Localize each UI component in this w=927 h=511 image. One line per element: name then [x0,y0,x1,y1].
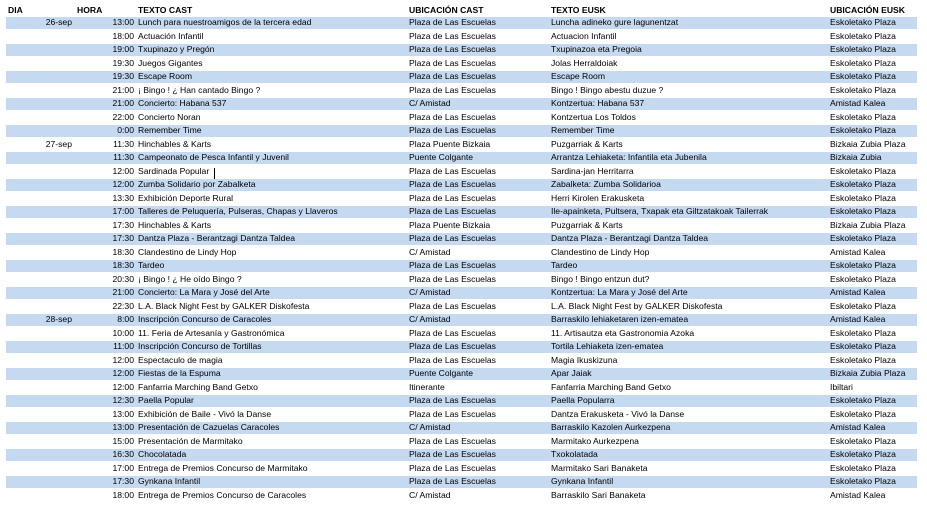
cell-hora[interactable]: 19:30 [112,71,134,81]
cell-hora[interactable]: 17:30 [112,219,134,230]
cell-texto-eusk[interactable]: Bingo ! Bingo entzun dut? [551,273,650,284]
header-texto-eusk[interactable]: TEXTO EUSK [551,5,606,15]
cell-ubicacion-eusk[interactable]: Eskoletako Plaza [830,179,896,189]
cell-ubicacion-eusk[interactable]: Ibiltari [830,381,853,392]
cell-ubicacion-cast[interactable]: Plaza de Las Escuelas [409,435,496,446]
cell-hora[interactable]: 13:00 [112,408,134,419]
cell-hora[interactable]: 12:00 [112,165,134,176]
cell-hora[interactable]: 11:30 [113,152,134,162]
cell-texto-cast[interactable]: Escape Room [138,71,192,81]
table-row [0,448,927,462]
cell-ubicacion-eusk[interactable]: Amistad Kalea [830,287,886,297]
table-row [0,489,927,503]
cell-hora[interactable]: 8:00 [117,314,134,324]
cell-ubicacion-cast[interactable]: Plaza de Las Escuelas [409,125,496,135]
cell-ubicacion-eusk[interactable]: Eskoletako Plaza [830,17,896,27]
cell-ubicacion-cast[interactable]: Plaza de Las Escuelas [409,408,496,419]
cell-hora[interactable]: 18:30 [112,260,134,270]
cell-hora[interactable]: 18:00 [112,489,134,500]
cell-hora[interactable]: 19:30 [112,57,134,68]
cell-texto-eusk[interactable]: Actuacion Infantil [551,30,617,41]
cell-texto-cast[interactable]: Espectaculo de magia [138,354,223,365]
cell-texto-eusk[interactable]: Remember Time [551,125,615,135]
cell-ubicacion-eusk[interactable]: Eskoletako Plaza [830,71,896,81]
cell-texto-eusk[interactable]: Herri Kirolen Erakusketa [551,192,645,203]
cell-ubicacion-eusk[interactable]: Eskoletako Plaza [830,30,896,41]
cell-ubicacion-eusk[interactable]: Amistad Kalea [830,314,886,324]
cell-ubicacion-cast[interactable]: C/ Amistad [409,489,451,500]
cell-ubicacion-cast[interactable]: Plaza de Las Escuelas [409,17,496,27]
cell-ubicacion-cast[interactable]: Plaza de Las Escuelas [409,233,496,243]
cell-hora[interactable]: 18:30 [112,246,134,257]
cell-ubicacion-cast[interactable]: Plaza de Las Escuelas [409,111,496,122]
table-row [0,84,927,98]
cell-texto-eusk[interactable]: Jolas Herraldoiak [551,57,618,68]
cell-ubicacion-eusk[interactable]: Eskoletako Plaza [830,462,896,473]
cell-texto-cast[interactable]: Remember Time [138,125,202,135]
cell-ubicacion-eusk[interactable]: Bizkaia Zubia [830,152,882,162]
table-row [0,259,927,273]
cell-ubicacion-cast[interactable]: C/ Amistad [409,422,451,432]
cell-texto-eusk[interactable]: Barraskilo lehiaketaren izen-ematea [551,314,689,324]
cell-ubicacion-eusk[interactable]: Amistad Kalea [830,246,886,257]
cell-ubicacion-eusk[interactable]: Eskoletako Plaza [830,192,896,203]
cell-ubicacion-eusk[interactable]: Eskoletako Plaza [830,327,896,338]
cell-texto-cast[interactable]: Juegos Gigantes [138,57,203,68]
cell-texto-eusk[interactable]: 11. Artisautza eta Gastronomia Azoka [551,327,695,338]
cell-ubicacion-cast[interactable]: Plaza de Las Escuelas [409,30,496,41]
table-row [0,300,927,314]
cell-texto-cast[interactable]: Exhibición de Baile - Vivó la Danse [138,408,272,419]
cell-ubicacion-eusk[interactable]: Bizkaia Zubia Plaza [830,138,906,149]
cell-texto-eusk[interactable]: Kontzertua: Habana 537 [551,98,645,108]
data-rows [0,16,927,502]
cell-hora[interactable]: 12:00 [112,354,134,365]
cell-texto-eusk[interactable]: Dantza Plaza - Berantzagi Dantza Taldea [551,233,709,243]
cell-ubicacion-eusk[interactable]: Eskoletako Plaza [830,44,896,54]
cell-ubicacion-cast[interactable]: C/ Amistad [409,314,451,324]
cell-ubicacion-cast[interactable]: Plaza de Las Escuelas [409,71,496,81]
table-row [0,367,927,381]
cell-ubicacion-cast[interactable]: Plaza de Las Escuelas [409,57,496,68]
cell-texto-eusk[interactable]: Bingo ! Bingo abestu duzue ? [551,84,664,95]
cell-texto-eusk[interactable]: Kontzertua Los Toldos [551,111,636,122]
cell-hora[interactable]: 12:00 [112,368,134,378]
cell-ubicacion-cast[interactable]: C/ Amistad [409,246,451,257]
cell-texto-cast[interactable]: Concierto: La Mara y José del Arte [138,287,270,297]
cell-texto-cast[interactable]: Zumba Solidario por Zabalketa [138,179,256,189]
cell-hora[interactable]: 13:30 [112,192,134,203]
cell-ubicacion-eusk[interactable]: Eskoletako Plaza [830,233,896,243]
cell-texto-eusk[interactable]: Barraskilo Sari Banaketa [551,489,646,500]
cell-ubicacion-eusk[interactable]: Bizkaia Zubia Plaza [830,219,906,230]
cell-ubicacion-eusk[interactable]: Eskoletako Plaza [830,260,896,270]
cell-texto-cast[interactable]: Fanfarria Marching Band Getxo [138,381,258,392]
cell-ubicacion-eusk[interactable]: Amistad Kalea [830,98,886,108]
cell-dia[interactable]: 26-sep [45,17,72,27]
cell-texto-cast[interactable]: Presentación de Cazuelas Caracoles [138,422,280,432]
cell-ubicacion-eusk[interactable]: Eskoletako Plaza [830,84,896,95]
table-row [0,408,927,422]
cell-ubicacion-cast[interactable]: Plaza de Las Escuelas [409,165,496,176]
cell-hora[interactable]: 15:00 [112,435,134,446]
cell-texto-eusk[interactable]: Tardeo [551,260,578,270]
cell-hora[interactable]: 22:30 [112,300,134,311]
cell-ubicacion-eusk[interactable]: Amistad Kalea [830,489,886,500]
cell-texto-cast[interactable]: Clandestino de Lindy Hop [138,246,237,257]
table-row [0,43,927,57]
cell-hora[interactable]: 13:00 [112,17,134,27]
cell-dia[interactable]: 28-sep [45,314,72,324]
cell-texto-cast[interactable]: Dantza Plaza - Berantzagi Dantza Taldea [138,233,296,243]
table-row [0,232,927,246]
cell-ubicacion-eusk[interactable]: Eskoletako Plaza [830,395,896,405]
cell-hora[interactable]: 20:30 [112,273,134,284]
cell-texto-cast[interactable]: Hinchables & Karts [138,138,212,149]
cell-texto-eusk[interactable]: Magia Ikuskizuna [551,354,618,365]
cell-texto-eusk[interactable]: Dantza Erakusketa - Vivó la Danse [551,408,685,419]
table-row [0,138,927,152]
table-row [0,273,927,287]
cell-texto-cast[interactable]: Concierto Noran [138,111,201,122]
cell-texto-cast[interactable]: Campeonato de Pesca Infantil y Juvenil [138,152,289,162]
cell-texto-cast[interactable]: Hinchables & Karts [138,219,212,230]
cell-texto-cast[interactable]: Lunch para nuestroamigos de la tercera edad [138,17,312,27]
cell-hora[interactable]: 17:00 [112,206,134,216]
cell-ubicacion-eusk[interactable]: Eskoletako Plaza [830,354,896,365]
cell-ubicacion-eusk[interactable]: Eskoletako Plaza [830,165,896,176]
cell-hora[interactable]: 18:00 [112,30,134,41]
cell-texto-eusk[interactable]: Txokolatada [551,449,598,459]
table-row [0,246,927,260]
table-row [0,57,927,71]
table-row [0,219,927,233]
cell-hora[interactable]: 16:30 [112,449,134,459]
table-row [0,421,927,435]
cell-ubicacion-eusk[interactable]: Eskoletako Plaza [830,341,896,351]
cell-ubicacion-cast[interactable]: Plaza de Las Escuelas [409,273,496,284]
header-ubicacion-eusk[interactable]: UBICACIÓN EUSK [830,5,905,15]
cell-texto-cast[interactable]: Presentación de Marmitako [138,435,243,446]
cell-texto-eusk[interactable]: Puzgarriak & Karts [551,219,623,230]
table-row [0,394,927,408]
cell-texto-cast[interactable]: Inscripción Concurso de Tortillas [138,341,262,351]
cell-ubicacion-cast[interactable]: Plaza de Las Escuelas [409,84,496,95]
cell-texto-cast[interactable]: Txupinazo y Pregón [138,44,215,54]
cell-texto-eusk[interactable]: Arrantza Lehiaketa: Infantila eta Jubenila [551,152,707,162]
table-row [0,165,927,179]
table-row [0,178,927,192]
table-row [0,354,927,368]
table-row [0,16,927,30]
header-dia[interactable]: DIA [8,5,23,15]
cell-hora[interactable]: 12:30 [112,395,134,405]
table-row [0,205,927,219]
cell-hora[interactable]: 12:00 [112,381,134,392]
cell-texto-eusk[interactable]: Gynkana Infantil [551,476,614,486]
cell-texto-eusk[interactable]: Escape Room [551,71,605,81]
cell-hora[interactable]: 21:00 [112,287,134,297]
cell-texto-cast[interactable]: Paella Popular [138,395,194,405]
cell-ubicacion-eusk[interactable]: Eskoletako Plaza [830,435,896,446]
cell-ubicacion-cast[interactable]: C/ Amistad [409,287,451,297]
cell-ubicacion-eusk[interactable]: Eskoletako Plaza [830,449,896,459]
cell-texto-cast[interactable]: Exhibición Deporte Rural [138,192,234,203]
table-row [0,381,927,395]
cell-texto-cast[interactable]: ¡ Bingo ! ¿ Han cantado Bingo ? [138,84,261,95]
table-row [0,30,927,44]
cell-ubicacion-eusk[interactable]: Eskoletako Plaza [830,57,896,68]
cell-ubicacion-cast[interactable]: Plaza de Las Escuelas [409,192,496,203]
cell-texto-eusk[interactable]: Ile-apainketa, Pultsera, Txapak eta Giltzatakoak Tailerrak [551,206,769,216]
cell-ubicacion-cast[interactable]: Plaza de Las Escuelas [409,44,496,54]
cell-ubicacion-cast[interactable]: Plaza Puente Bizkaia [409,219,491,230]
cell-ubicacion-cast[interactable]: Plaza de Las Escuelas [409,476,496,486]
cell-texto-cast[interactable]: Chocolatada [138,449,187,459]
table-row [0,435,927,449]
cell-ubicacion-cast[interactable]: Plaza de Las Escuelas [409,462,496,473]
cell-ubicacion-cast[interactable]: C/ Amistad [409,98,451,108]
cell-texto-eusk[interactable]: Apar Jaiak [551,368,592,378]
cell-hora[interactable]: 10:00 [112,327,134,338]
cell-ubicacion-cast[interactable]: Plaza de Las Escuelas [409,354,496,365]
cell-hora[interactable]: 12:00 [112,179,134,189]
cell-texto-eusk[interactable]: Marmitako Sari Banaketa [551,462,648,473]
cell-texto-cast[interactable]: Tardeo [138,260,165,270]
cell-ubicacion-cast[interactable]: Plaza Puente Bizkaia [409,138,491,149]
cell-hora[interactable]: 11:00 [113,341,134,351]
cell-hora[interactable]: 17:30 [112,233,134,243]
cell-texto-eusk[interactable]: Kontzertua: La Mara y José del Arte [551,287,688,297]
cell-texto-cast[interactable]: Sardinada Popular [138,165,210,176]
cell-hora[interactable]: 13:00 [112,422,134,432]
cell-ubicacion-eusk[interactable]: Eskoletako Plaza [830,125,896,135]
table-row [0,313,927,327]
table-row [0,70,927,84]
cell-texto-cast[interactable]: 11. Feria de Artesanía y Gastronómica [138,327,285,338]
table-row [0,327,927,341]
cell-ubicacion-eusk[interactable]: Bizkaia Zubia Plaza [830,368,906,378]
cell-texto-cast[interactable]: Concierto: Habana 537 [138,98,227,108]
cell-ubicacion-cast[interactable]: Plaza de Las Escuelas [409,395,496,405]
cell-ubicacion-cast[interactable]: Plaza de Las Escuelas [409,179,496,189]
cell-hora[interactable]: 11:30 [113,138,134,149]
table-row [0,462,927,476]
cell-texto-cast[interactable]: Entrega de Premios Concurso de Caracoles [138,489,307,500]
cell-texto-cast[interactable]: Entrega de Premios Concurso de Marmitako [138,462,308,473]
header-hora[interactable]: HORA [77,5,103,15]
cell-texto-eusk[interactable]: Puzgarriak & Karts [551,138,623,149]
table-row [0,97,927,111]
header-ubicacion-cast[interactable]: UBICACIÓN CAST [409,5,484,15]
cell-texto-eusk[interactable]: Clandestino de Lindy Hop [551,246,650,257]
cell-texto-eusk[interactable]: Paella Popularra [551,395,615,405]
table-row [0,286,927,300]
table-row [0,192,927,206]
cell-texto-eusk[interactable]: Barraskilo Kazolen Aurkezpena [551,422,671,432]
cell-texto-eusk[interactable]: Luncha adineko gure lagunentzat [551,17,679,27]
cell-texto-cast[interactable]: Inscripción Concurso de Caracoles [138,314,272,324]
cell-ubicacion-cast[interactable]: Puente Colgante [409,152,474,162]
table-row [0,124,927,138]
cell-texto-eusk[interactable]: L.A. Black Night Fest by GALKER Diskofesta [551,300,723,311]
cell-hora[interactable]: 21:00 [112,84,134,95]
cell-texto-eusk[interactable]: Fanfarria Marching Band Getxo [551,381,671,392]
cell-texto-cast[interactable]: Actuación Infantil [138,30,204,41]
cell-ubicacion-cast[interactable]: Puente Colgante [409,368,474,378]
cell-texto-eusk[interactable]: Zabalketa: Zumba Solidarioa [551,179,661,189]
cell-ubicacion-eusk[interactable]: Eskoletako Plaza [830,206,896,216]
cell-ubicacion-cast[interactable]: Plaza de Las Escuelas [409,206,496,216]
cell-ubicacion-eusk[interactable]: Eskoletako Plaza [830,408,896,419]
cell-dia[interactable]: 27-sep [45,138,72,149]
table-row [0,340,927,354]
cell-ubicacion-eusk[interactable]: Eskoletako Plaza [830,300,896,311]
cell-texto-eusk[interactable]: Marmitako Aurkezpena [551,435,639,446]
cell-ubicacion-cast[interactable]: Plaza de Las Escuelas [409,449,496,459]
cell-hora[interactable]: 21:00 [112,98,134,108]
table-row [0,475,927,489]
cell-hora[interactable]: 19:00 [112,44,134,54]
cell-hora[interactable]: 17:30 [112,476,134,486]
table-row [0,151,927,165]
cell-texto-eusk[interactable]: Tortila Lehiaketa izen-ematea [551,341,664,351]
cell-texto-cast[interactable]: Talleres de Peluquería, Pulseras, Chapas y Llaveros [138,206,338,216]
cell-ubicacion-cast[interactable]: Plaza de Las Escuelas [409,327,496,338]
cell-hora[interactable]: 22:00 [112,111,134,122]
cell-texto-eusk[interactable]: Sardina-jan Herritarra [551,165,634,176]
cell-hora[interactable]: 17:00 [112,462,134,473]
cell-texto-cast[interactable]: Fiestas de la Espuma [138,368,221,378]
cell-ubicacion-eusk[interactable]: Eskoletako Plaza [830,273,896,284]
cell-ubicacion-eusk[interactable]: Eskoletako Plaza [830,476,896,486]
header-row [0,4,927,16]
cell-hora[interactable]: 0:00 [117,125,134,135]
cell-ubicacion-cast[interactable]: Plaza de Las Escuelas [409,300,496,311]
cell-ubicacion-cast[interactable]: Itinerante [409,381,445,392]
cell-ubicacion-cast[interactable]: Plaza de Las Escuelas [409,341,496,351]
cell-texto-cast[interactable]: ¡ Bingo ! ¿ He oído Bingo ? [138,273,242,284]
cell-texto-eusk[interactable]: Txupinazoa eta Pregoia [551,44,642,54]
cell-ubicacion-eusk[interactable]: Amistad Kalea [830,422,886,432]
cell-texto-cast[interactable]: L.A. Black Night Fest by GALKER Diskofesta [138,300,310,311]
cell-ubicacion-eusk[interactable]: Eskoletako Plaza [830,111,896,122]
text-cursor [214,168,215,179]
header-texto-cast[interactable]: TEXTO CAST [138,5,193,15]
cell-ubicacion-cast[interactable]: Plaza de Las Escuelas [409,260,496,270]
table-row [0,111,927,125]
cell-texto-cast[interactable]: Gynkana Infantil [138,476,201,486]
